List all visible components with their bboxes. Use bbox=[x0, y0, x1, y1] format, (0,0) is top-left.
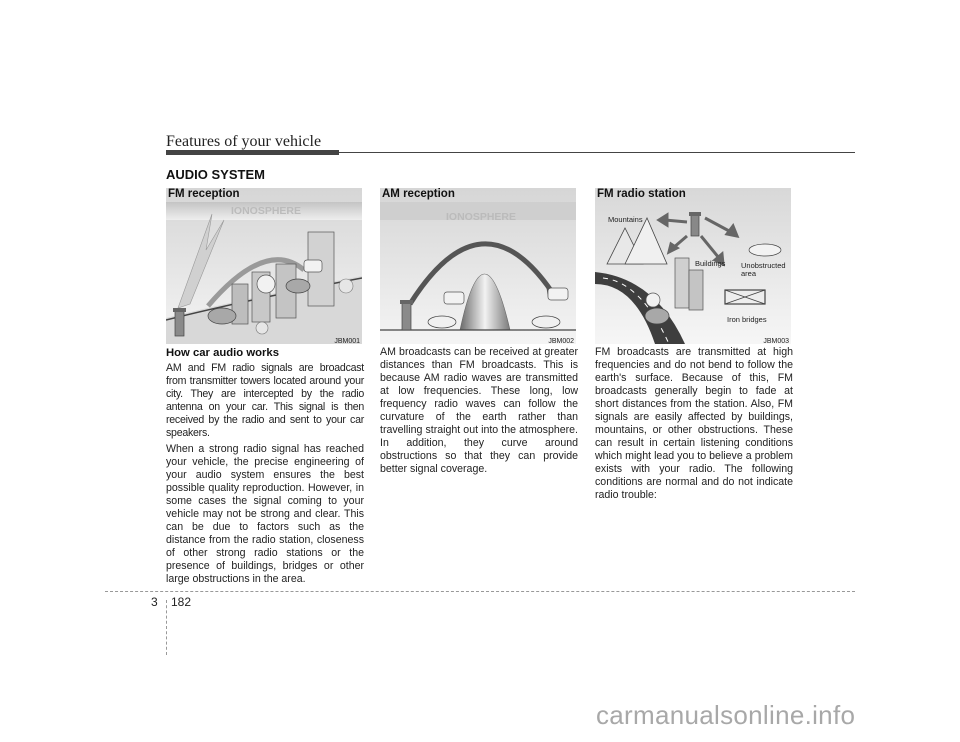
column-2 bbox=[380, 346, 578, 479]
footer-rule bbox=[105, 591, 855, 592]
watermark: carmanualsonline.info bbox=[596, 700, 856, 730]
paragraph: AM and FM radio signals are broadcast from transmitter towers located around your city. They are intercepted by the radio antenna on your car. This signal is then received by the radio and sent to your car speakers. bbox=[166, 362, 364, 439]
header-title: Features of your vehicle bbox=[166, 133, 322, 150]
section-title: AUDIO SYSTEM bbox=[166, 167, 265, 182]
page-number: 182 bbox=[171, 595, 192, 609]
footer-divider bbox=[166, 600, 167, 655]
am-reception-illustration bbox=[380, 188, 576, 344]
column-1 bbox=[166, 346, 364, 589]
fm-ionosphere-label: IONOSPHERE bbox=[231, 205, 302, 217]
mountains-label: Mountains bbox=[608, 215, 643, 224]
figure-code: JBM002 bbox=[548, 338, 574, 345]
figure-code: JBM003 bbox=[763, 338, 789, 345]
buildings-label: Buildings bbox=[695, 259, 726, 268]
unobstructed-label: Unobstructed bbox=[741, 261, 786, 270]
paragraph: When a strong radio signal has reached your vehicle, the precise engineering of your audio system ensures the best possible quality reproduction. However, in some cases the signal coming to your vehicle may not be strong and clear. This can be due to factors such as the distance from the radio station, closeness of other strong radio stations or the presence of buildings, bridges or other large obstructions in the area. bbox=[166, 443, 364, 585]
fm-reception-illustration bbox=[166, 188, 362, 344]
figure-code: JBM001 bbox=[334, 338, 360, 345]
am-ionosphere-label: IONOSPHERE bbox=[446, 211, 517, 223]
header-rule-thick bbox=[166, 150, 339, 155]
figure-caption: AM reception bbox=[382, 188, 455, 200]
figure-fm-radio-station bbox=[595, 188, 791, 344]
figure-caption: FM radio station bbox=[597, 188, 686, 200]
heading-how-car-audio-works: How car audio works bbox=[166, 347, 279, 359]
header-rule-thin bbox=[339, 152, 855, 153]
paragraph: AM broadcasts can be received at greater distances than FM broadcasts. This is because AM radio waves are transmitted at low frequencies. These long, low frequency radio waves can follow the curvature of the earth rather than travelling straight out into the atmosphere. In addition, they curve around obstructions so that they can provide better signal coverage. bbox=[380, 346, 578, 475]
figure-fm-reception bbox=[166, 188, 362, 344]
column-3 bbox=[595, 346, 793, 505]
fm-station-illustration bbox=[595, 188, 791, 344]
figure-am-reception bbox=[380, 188, 576, 344]
chapter-number: 3 bbox=[151, 595, 158, 609]
paragraph: FM broadcasts are transmitted at high frequencies and do not bend to follow the earth's surface. Because of this, FM broadcasts generally begin to fade at short distances from the station. Also, FM signals are easily affected by buildings, mountains, or other obstructions. These can result in certain listening conditions which might lead you to believe a problem exists with your radio. The following conditions are normal and do not indicate radio trouble: bbox=[595, 346, 793, 501]
figure-caption: FM reception bbox=[168, 188, 240, 200]
iron-bridges-label: Iron bridges bbox=[727, 315, 767, 324]
area-label: area bbox=[741, 269, 757, 278]
